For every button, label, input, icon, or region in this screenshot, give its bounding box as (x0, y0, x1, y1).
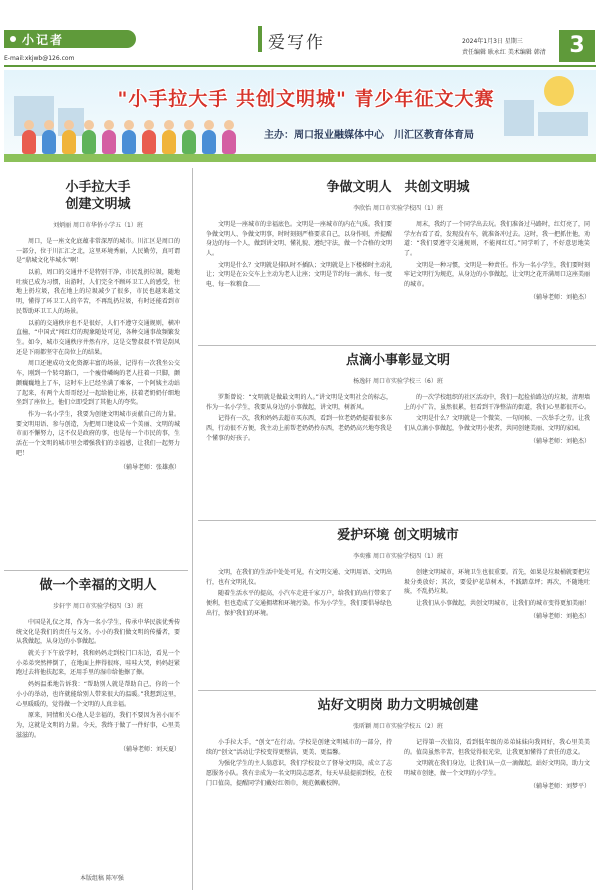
child-figure-icon (162, 130, 176, 154)
article-tutor: （辅导老师：张雄燕） (119, 463, 180, 471)
article-tutor: （辅导老师：刘艳杰） (529, 293, 590, 301)
article-divider (198, 345, 596, 346)
article-divider (198, 690, 596, 691)
article-byline: 李欣怡 周口市实验学校四（1）班 (353, 204, 443, 212)
child-figure-icon (62, 130, 76, 154)
article-paragraph: 为强化学生的主人翁意识，我们学校设立了督导文明岗，成立了志愿服务小队。我有幸成为一名文明岗志愿者，每天早晨提前到校，在校门口值岗，提醒同学们戴好红领巾，规范佩戴校牌。 (206, 760, 393, 787)
article-byline: 张昕颖 周口市实验学校五（2）班 (353, 722, 443, 730)
child-head-icon (104, 120, 114, 130)
child-head-icon (44, 120, 54, 130)
article-paragraph: 文明是什么？文明就是排队时不插队；文明就是上下楼梯时主动礼让；文明是在公交车上主动为老人让座；文明是节约每一滴水、每一度电、每一粒粮食…… (206, 261, 393, 289)
article-paragraph: 作为一名小学生，我要为创建文明城市贡献自己的力量。要文明用语、参与创造，为把周口建设成一个美丽、文明的城市而不懈努力，这不仅是政府的事，也是每一个市民的事，生活在一个文明的城市里会增强我们的幸福感，让我们一起努力吧！ (16, 411, 180, 457)
contact-email: E-mail:xkjwb@126.com (4, 55, 75, 62)
article-paragraph: 罗斯曾说：“文明就是做最文明的人。”讲文明是文明社会的标志，作为一名小学生，我要从身边的小事做起，讲文明，树新风。 (206, 393, 392, 411)
brand-tag (4, 30, 136, 48)
article (206, 353, 590, 446)
article-columns (206, 730, 590, 792)
article (206, 698, 590, 791)
article-title: 站好文明岗 助力文明城创建 (317, 698, 479, 713)
banner-organizer: 主办：周口报业融媒体中心 川汇区教育体育局 (264, 130, 474, 141)
article-paragraph: 周口，是一座文化底蕴非常深厚的城市。川汇区是周口的一部分，位于川汇汇之北，这里环境秀丽，人民勤劳，真可谓是“鼎城文化毕城水”啊！ (16, 237, 180, 265)
article-title: 点滴小事彰显文明 (345, 353, 450, 368)
contest-banner (4, 70, 596, 162)
article-body (16, 618, 180, 741)
child-head-icon (64, 120, 74, 130)
child-head-icon (184, 120, 194, 130)
article-divider (198, 520, 596, 521)
article-body (404, 393, 590, 447)
child-figure-icon (22, 130, 36, 154)
banner-title: "小手拉大手 共创文明城" 青少年征文大赛 (117, 88, 495, 110)
article (16, 180, 180, 471)
article-columns (206, 212, 590, 303)
article (206, 180, 590, 303)
child-figure-icon (82, 130, 96, 154)
article-divider (4, 570, 188, 571)
sun-icon (544, 76, 574, 106)
article-paragraph: 中国是礼仪之邦，作为一名小学生，传承中华民族优秀传统文化是我们的责任与义务。小小的我们做文明的传播者，要从我做起，从身边的小事做起。 (16, 618, 180, 646)
brand-dot-icon (10, 36, 16, 42)
grass-strip (4, 154, 596, 162)
article-body (404, 568, 590, 622)
article-paragraph: 小手拉大手，“创文”在行动。学校是创建文明城市的一部分，持续的“创文”活动让学校变得更整洁，更美、更温馨。 (206, 738, 392, 756)
article-paragraph: 原来，同情和关心他人是幸福的，我们不要因为善小而不为，这就是文明的力量。今天，我终于做了一件好事，心里美滋滋的。 (16, 712, 180, 739)
article-body (206, 738, 392, 792)
article-paragraph: 妈妈温柔地告诉我：“帮助别人就是帮助自己，你的一个小小的举动，也许就能给别人带来很大的温暖。”我想到这里，心里暖暖的，觉得做一个文明的人真幸福。 (16, 681, 180, 708)
child-figure-icon (102, 130, 116, 154)
page-number: 3 (559, 30, 595, 62)
child-figure-icon (222, 130, 236, 154)
issue-date: 2024年1月3日 星期三 (462, 38, 523, 45)
article-title-line: 创建文明城 (65, 196, 131, 212)
article-title: 争做文明人 共创文明城 (326, 180, 470, 195)
article-paragraph: 文明就在我们身边，让我们从一点一滴做起，站好文明岗，助力文明城市创建，做一个文明的小学生。 (404, 760, 591, 778)
article-paragraph: 文明是什么？文明就是一个微笑、一句问候、一次举手之劳。让我们从点滴小事做起，争做文明小使者，共同创建美丽、文明的家园。 (404, 415, 591, 433)
child-figure-icon (42, 130, 56, 154)
article-body (404, 220, 590, 303)
column-divider (192, 168, 193, 890)
article-paragraph: 周末，我约了一个同学出去玩。我们准备过马路时，红灯亮了，同学左右看了看，发现没有车，就准备冲过去。这时，我一把抓住他，劝道：“我们要遵守交通规则，不能闯红灯。”同学听了，不好意思地笑了。 (404, 220, 591, 258)
editor-credits: 责任编辑 耿永红 美术编辑 韩清 (462, 49, 546, 56)
article-body (206, 220, 392, 303)
child-head-icon (164, 120, 174, 130)
child-figure-icon (202, 130, 216, 154)
article-paragraph: 文明是一座城市的幸福底色。文明是一座城市的内在气质。我们要争做文明人、争做文明事，时时刻刻严格要求自己，以身作则，并提醒身边的每一个人，做到讲文明、懂礼貌、遵纪守法，做一个合格的文明人。 (206, 220, 393, 258)
article-tutor: （辅导老师：刘艳杰） (529, 437, 590, 445)
article-byline: 杨逸轩 周口市实验学校三（6）班 (353, 377, 443, 385)
brand-name: 小记者 (22, 33, 65, 47)
article-byline: 刘炳丽 周口市华侨小学五（1）班 (53, 221, 143, 229)
article-paragraph: 让我们从小事做起，共创文明城市，让我们的城市变得更加美丽！ (416, 600, 591, 608)
article-paragraph: 文明是一种习惯，文明是一种责任。作为一名小学生，我们要时刻牢记文明行为规范，从身边的小事做起，让文明之花开满周口这座美丽的城市。 (404, 261, 591, 289)
child-head-icon (84, 120, 94, 130)
child-head-icon (144, 120, 154, 130)
article-paragraph: 记得有一次，我和妈妈去超市买东西，看到一位老奶奶提着很多东西，行动很不方便，我主动上前帮老奶奶拎东西，老奶奶高兴地夸我是个懂事的好孩子。 (206, 415, 393, 442)
section-title: 爱写作 (268, 33, 325, 53)
article-paragraph: 文明，在我们的生活中处处可见，有文明交通、文明用语、文明出行，也有文明礼仪。 (206, 568, 393, 586)
article-title: 爱护环境 创文明城市 (337, 528, 459, 543)
article-tutor: （辅导老师：刘艳杰） (529, 612, 590, 620)
article-title-line: 小手拉大手 (65, 180, 131, 195)
article-title: 做一个幸福的文明人 (39, 578, 157, 593)
article-paragraph: 的一次学校组织的社区活动中，我们一起捡拾路边的垃圾，清理墙上的小广告，虽然很累，但看到干净整洁的街道，我们心里都很开心。 (404, 393, 591, 411)
article-body (404, 738, 590, 792)
article-byline: 李奕雅 周口市实验学校四（1）班 (353, 552, 443, 560)
article-paragraph: 以前，周口的交通并不是特别干净，市民乱扔垃圾，随地吐痰已成为习惯，出游时，人们完全不顾环卫工人的感受，往地上扔垃圾，我在地上的垃圾减少了很多，市民也越来越文明，懂得了环卫工人的辛苦，不再乱扔垃圾，有时还能看到市民帮助环卫工人的场景。 (16, 268, 180, 315)
section-marker (258, 26, 262, 52)
article-body (16, 237, 180, 459)
child-head-icon (124, 120, 134, 130)
article-paragraph: 就关于下午放学时，我和妈妈走到校门口东边，看见一个小弟弟突然摔倒了，在地面上摔得很疼，哇哇大哭，妈妈赶紧跑过去将他扶起来，还用手里的湿巾给他擦了擦。 (16, 650, 180, 677)
article-paragraph: 随着生活水平的提高，小汽车走进千家万户，给我们的出行带来了便利，但也造成了交通拥堵和环境污染。作为小学生，我们要倡导绿色出行，保护我们的环境。 (206, 590, 393, 617)
article-tutor: （辅导老师：刘天夏） (119, 745, 180, 753)
building-icon (538, 112, 588, 136)
child-head-icon (24, 120, 34, 130)
child-figure-icon (142, 130, 156, 154)
page-header (0, 0, 600, 68)
article-body (206, 393, 392, 447)
child-figure-icon (182, 130, 196, 154)
header-divider (4, 65, 596, 67)
child-head-icon (224, 120, 234, 130)
article (206, 528, 590, 621)
child-head-icon (204, 120, 214, 130)
article-title (16, 180, 180, 214)
page-editor-credit: 本版组稿 陈军强 (80, 875, 124, 882)
article-body (206, 568, 392, 622)
article-paragraph: 以前的交通秩序也不是很好，人们不遵守交通规则，横冲直撞，“中国式”闯红灯的现象随处可见，各种交通事故频繁发生。如今，城市交通秩序井然有序，这是交警叔叔不管是刮风还是下雨都坚守在岗位上的结果。 (16, 319, 180, 356)
article-byline: 步轩宇 周口市实验学校四（3）班 (53, 602, 143, 610)
article-paragraph: 创建文明城市，环境卫生也很重要。首先，如果是垃圾桶就要把垃圾分类放好；其次，要爱护花草树木，不践踏草坪；再次，不随地吐痰，不乱扔垃圾。 (404, 568, 591, 596)
article (16, 578, 180, 753)
article-paragraph: 周口还建成功文化资源丰富的场景，记得有一次我坐公交车，刚到一个转弯路口，一个瘦骨嶙峋的老人拄着一只脚，颤颤巍巍地上了车，这时车上已经坐满了乘客，一个阿姨主动站了起来，有两个大哥哥经过一起给他让座，扶着老奶奶仔细地坐到了座位上，他们立即受到了其他人的夸奖。 (16, 360, 180, 407)
article-tutor: （辅导老师：刘梦平） (529, 782, 590, 790)
article-columns (206, 385, 590, 447)
article-columns (206, 560, 590, 622)
child-figure-icon (122, 130, 136, 154)
article-paragraph: 记得第一次值岗，看到低年级的弟弟妹妹向我问好，我心里美美的。值岗虽然辛苦，但我觉得很光荣，让我更加懂得了责任的意义。 (404, 738, 590, 756)
